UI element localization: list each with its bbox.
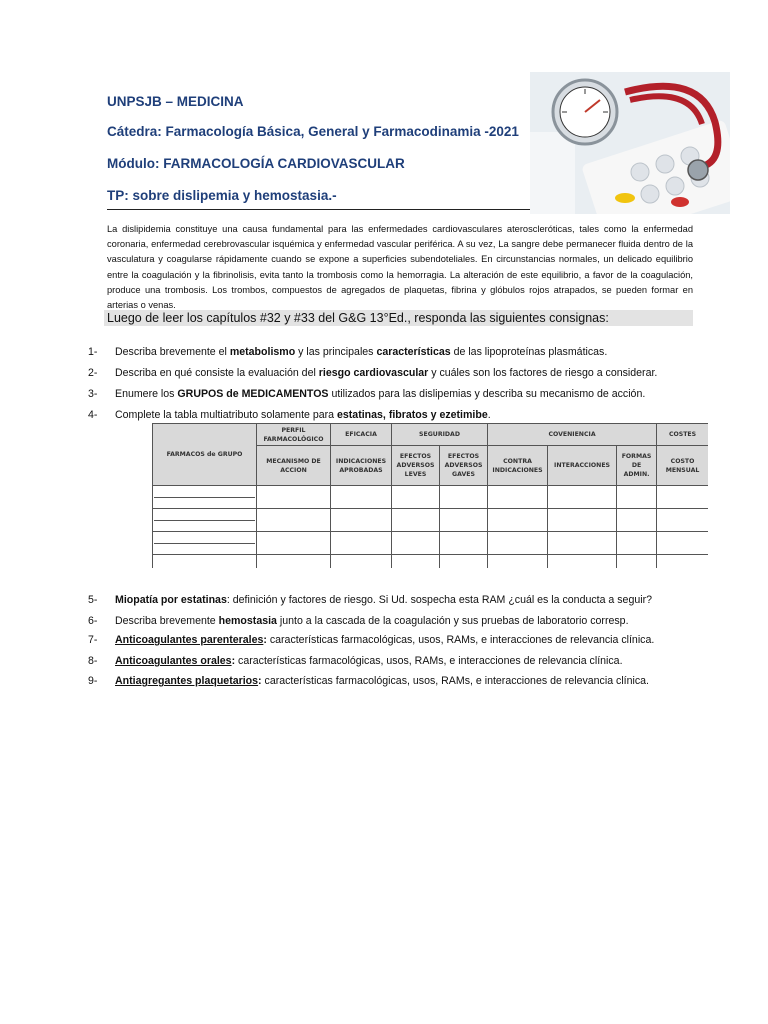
table-row — [153, 555, 709, 569]
header-interacciones: INTERACCIONES — [548, 446, 617, 486]
table-cell[interactable] — [657, 532, 708, 555]
table-cell[interactable] — [657, 555, 708, 569]
tp-title: TP: sobre dislipemia y hemostasia.- — [107, 188, 337, 203]
table-cell[interactable] — [257, 486, 331, 509]
table-cell[interactable] — [153, 555, 257, 569]
header-graves: EFECTOS ADVERSOS GAVES — [440, 446, 488, 486]
table-cell[interactable] — [153, 532, 257, 555]
intro-paragraph: La dislipidemia constituye una causa fundamental para las enfermedades cardiovasculares ateroscleróticas, tales como la enfermedad coronaria, enfermedad cerebrovascular isquémica y enfermedad vascular periférica. A su vez, La sangre debe permanecer fluida dentro de la vasculatura y coagularse rápidamente cuando se expone a superficies subendoteliales. En circunstancias normales, un delicado equilibrio entre la coagulación y la fibrinolisis, evita tanto la trombosis como la hemorragia. La alteración de este equilibrio, a favor de la coagulación, produce una trombosis. Los trombos, compuestos de agregados de plaquetas, fibrina y glóbulos rojos atrapados, se pueden formar en arterias o venas. — [107, 224, 693, 311]
header-farmacos: FARMACOS de GRUPO — [153, 424, 257, 486]
table-cell[interactable] — [257, 555, 331, 569]
table-cell[interactable] — [257, 509, 331, 532]
table-cell[interactable] — [440, 509, 488, 532]
header-formas: FORMAS DE ADMIN. — [617, 446, 657, 486]
header-costes: COSTES — [657, 424, 708, 446]
table-cell[interactable] — [331, 532, 392, 555]
table-cell[interactable] — [548, 509, 617, 532]
list-item: 4- Complete la tabla multiatributo solamente para estatinas, fibratos y ezetimibe. — [88, 409, 491, 421]
stethoscope-image — [530, 72, 730, 214]
table-row — [153, 509, 709, 532]
list-item: 3- Enumere los GRUPOS de MEDICAMENTOS utilizados para las dislipemias y describa su mecanismo de acción. — [88, 388, 646, 400]
table-cell[interactable] — [331, 486, 392, 509]
table-cell[interactable] — [488, 532, 548, 555]
consignas-banner: Luego de leer los capítulos #32 y #33 del G&G 13°Ed., responda las siguientes consignas: — [104, 310, 693, 326]
list-item: 7- Anticoagulantes parenterales: características farmacológicas, usos, RAMs, e interacciones de relevancia clínica. — [88, 634, 655, 646]
table-cell[interactable] — [392, 532, 440, 555]
table-cell[interactable] — [331, 509, 392, 532]
header-rule — [107, 209, 532, 210]
university-title: UNPSJB – MEDICINA — [107, 94, 244, 109]
table-cell[interactable] — [548, 555, 617, 569]
table-cell[interactable] — [392, 486, 440, 509]
header-perfil: PERFIL FARMACOLÓGICO — [257, 424, 331, 446]
table-cell[interactable] — [617, 532, 657, 555]
header-leves: EFECTOS ADVERSOS LEVES — [392, 446, 440, 486]
list-item: 5- Miopatía por estatinas: definición y factores de riesgo. Si Ud. sospecha esta RAM ¿cuál es la conducta a seguir? — [88, 594, 653, 606]
header-costo: COSTO MENSUAL — [657, 446, 708, 486]
table-cell[interactable] — [617, 509, 657, 532]
table-row — [153, 486, 709, 509]
list-item: 6- Describa brevemente hemostasia junto a la cascada de la coagulación y sus pruebas de laboratorio corresp. — [88, 615, 629, 627]
header-seguridad: SEGURIDAD — [392, 424, 488, 446]
table-cell[interactable] — [440, 555, 488, 569]
table-cell[interactable] — [440, 486, 488, 509]
table-cell[interactable] — [257, 532, 331, 555]
table-cell[interactable] — [548, 486, 617, 509]
table-cell[interactable] — [657, 486, 708, 509]
table-cell[interactable] — [392, 509, 440, 532]
table-cell[interactable] — [488, 555, 548, 569]
table-cell[interactable] — [153, 509, 257, 532]
header-contra: CONTRA INDICACIONES — [488, 446, 548, 486]
table-cell[interactable] — [488, 509, 548, 532]
table-cell[interactable] — [548, 532, 617, 555]
list-item: 8- Anticoagulantes orales: características farmacológicas, usos, RAMs, e interacciones de relevancia clínica. — [88, 655, 623, 667]
list-item: 2- Describa en qué consiste la evaluación del riesgo cardiovascular y cuáles son los factores de riesgo a considerar. — [88, 367, 658, 379]
modulo-title: Módulo: FARMACOLOGÍA CARDIOVASCULAR — [107, 156, 405, 171]
table-cell[interactable] — [392, 555, 440, 569]
table-cell[interactable] — [617, 555, 657, 569]
list-item: 9- Antiagregantes plaquetarios: características farmacológicas, usos, RAMs, e interacciones de relevancia clínica. — [88, 675, 650, 687]
table-row — [153, 532, 709, 555]
catedra-title: Cátedra: Farmacología Básica, General y Farmacodinamia -2021 — [107, 124, 519, 139]
table-cell[interactable] — [657, 509, 708, 532]
table-cell[interactable] — [153, 486, 257, 509]
header-indicaciones: INDICACIONES APROBADAS — [331, 446, 392, 486]
table-cell[interactable] — [488, 486, 548, 509]
header-eficacia: EFICACIA — [331, 424, 392, 446]
multiattribute-table — [152, 423, 708, 568]
header-conveniencia: COVENIENCIA — [488, 424, 657, 446]
table-cell[interactable] — [617, 486, 657, 509]
header-mecanismo: MECANISMO DE ACCION — [257, 446, 331, 486]
list-item: 1- Describa brevemente el metabolismo y las principales características de las lipoproteínas plasmáticas. — [88, 346, 608, 358]
table-cell[interactable] — [440, 532, 488, 555]
table-cell[interactable] — [331, 555, 392, 569]
